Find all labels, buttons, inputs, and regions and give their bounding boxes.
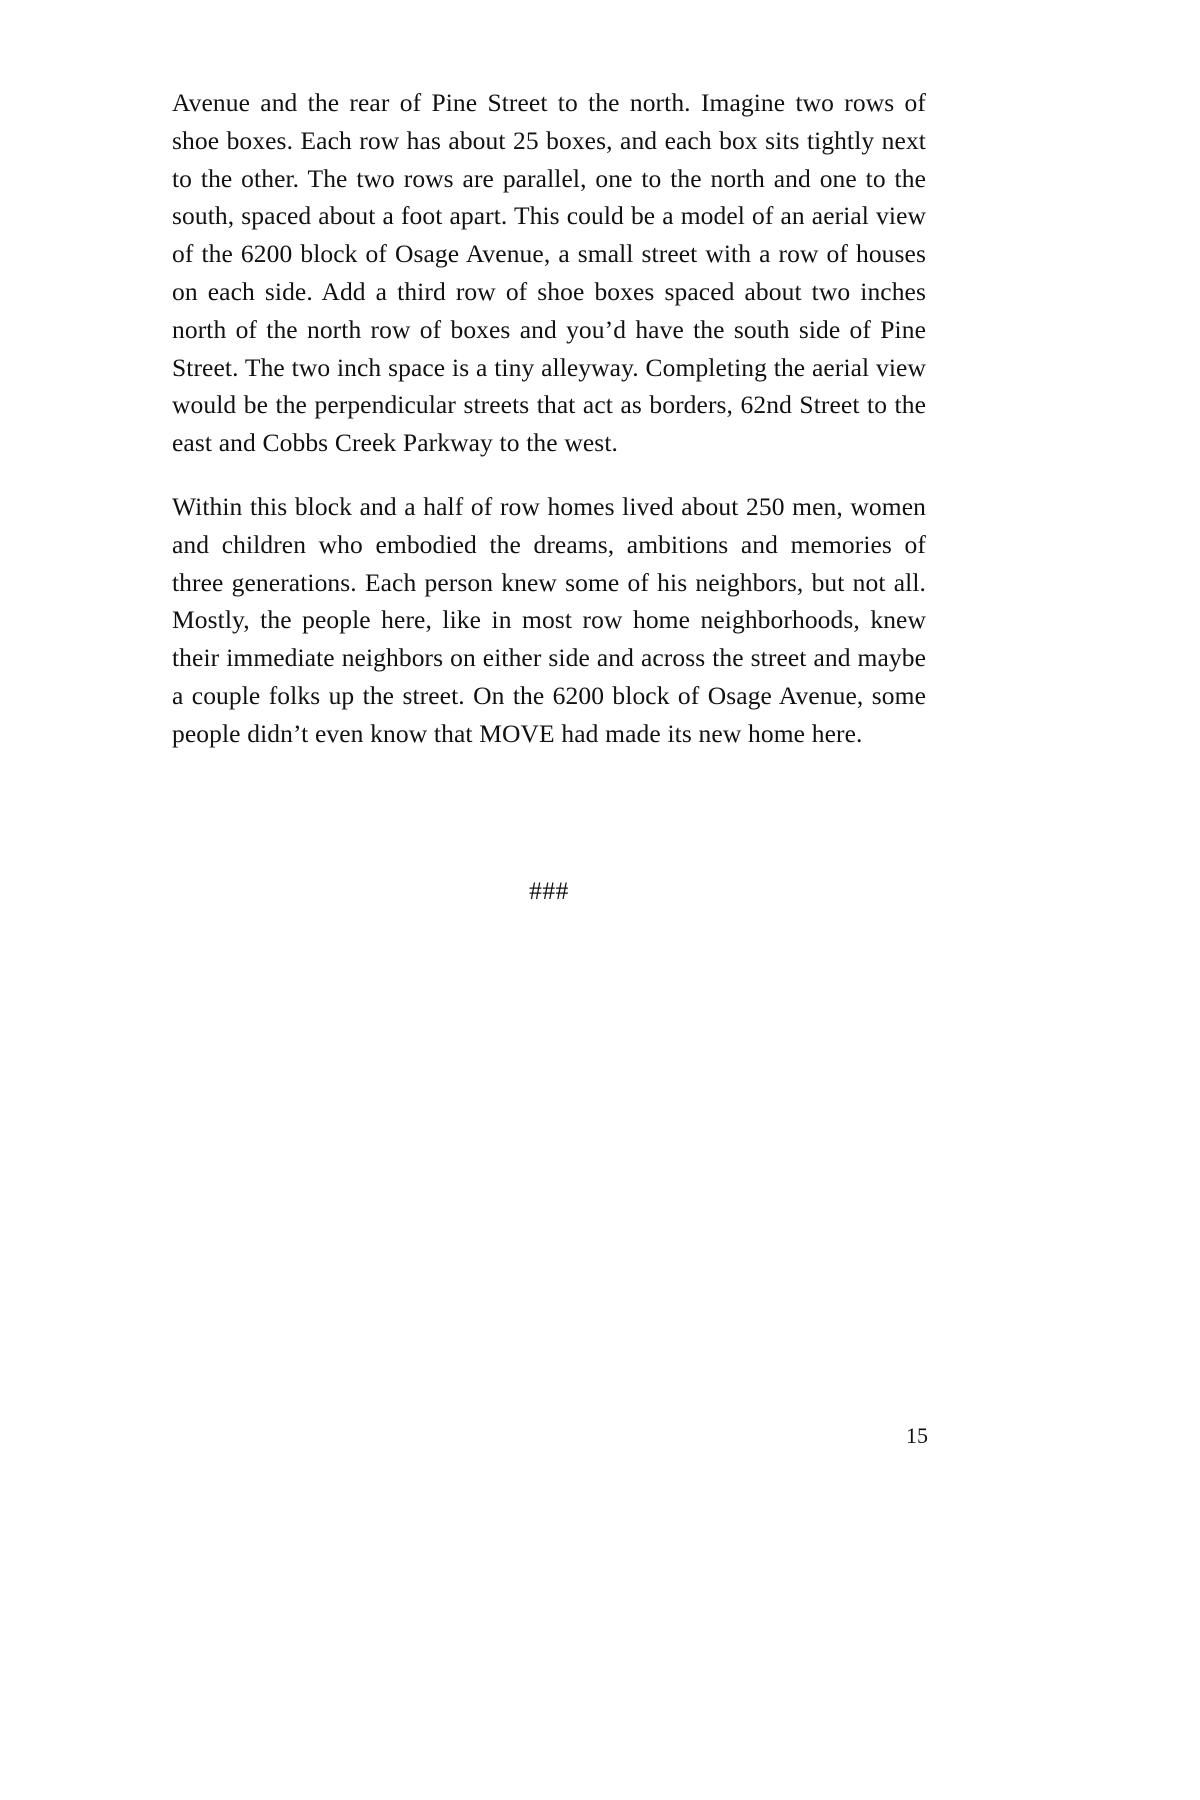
page-number: 15 (906, 1423, 928, 1448)
section-break-marker: ### (529, 876, 569, 905)
body-text-column (172, 84, 926, 753)
body-paragraph-1: Avenue and the rear of Pine Street to the north. Imagine two rows of shoe boxes. Each row has about 25 boxes, and each box sits tightly next to the other. The two rows are parallel, one to the north and one to the south, spaced about a foot apart. This could be a model of an aerial view of the 6200 block of Osage Avenue, a small street with a row of houses on each side. Add a third row of shoe boxes spaced about two inches north of the north row of boxes and you’d have the south side of Pine Street. The two inch space is a tiny alleyway. Completing the aerial view would be the perpendicular streets that act as borders, 62nd Street to the east and Cobbs Creek Parkway to the west. (172, 88, 926, 458)
body-paragraph-2: Within this block and a half of row homes lived about 250 men, women and children who embodied the dreams, ambitions and memories of three generations. Each person knew some of his neighbors, but not all. Mostly, the people here, like in most row home neighborhoods, knew their immediate neighbors on either side and across the street and maybe a couple folks up the street. On the 6200 block of Osage Avenue, some people didn’t even know that MOVE had made its new home here. (172, 491, 926, 748)
